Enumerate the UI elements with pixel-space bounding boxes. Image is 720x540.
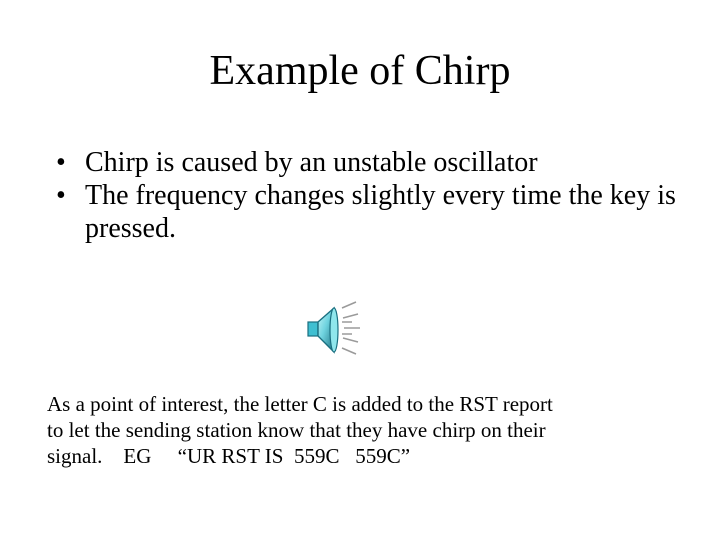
- speaker-sound-icon[interactable]: [300, 298, 364, 362]
- note-line: to let the sending station know that they have chirp on their: [47, 418, 546, 442]
- slide-title: Example of Chirp: [209, 48, 511, 94]
- bullet-item: [56, 179, 686, 245]
- bullet-marker: •: [56, 147, 66, 178]
- bullet-item: [56, 146, 686, 179]
- speaker-icon-graphic: [300, 298, 364, 362]
- note-line: As a point of interest, the letter C is added to the RST report: [47, 392, 553, 416]
- note-line: signal. EG “UR RST IS 559C 559C”: [47, 444, 411, 468]
- note-paragraph: [47, 391, 687, 469]
- bullet-text: The frequency changes slightly every time the key is pressed.: [85, 180, 676, 244]
- bullet-list: [56, 146, 686, 245]
- bullet-marker: •: [56, 180, 66, 211]
- bullet-text: Chirp is caused by an unstable oscillator: [85, 147, 538, 178]
